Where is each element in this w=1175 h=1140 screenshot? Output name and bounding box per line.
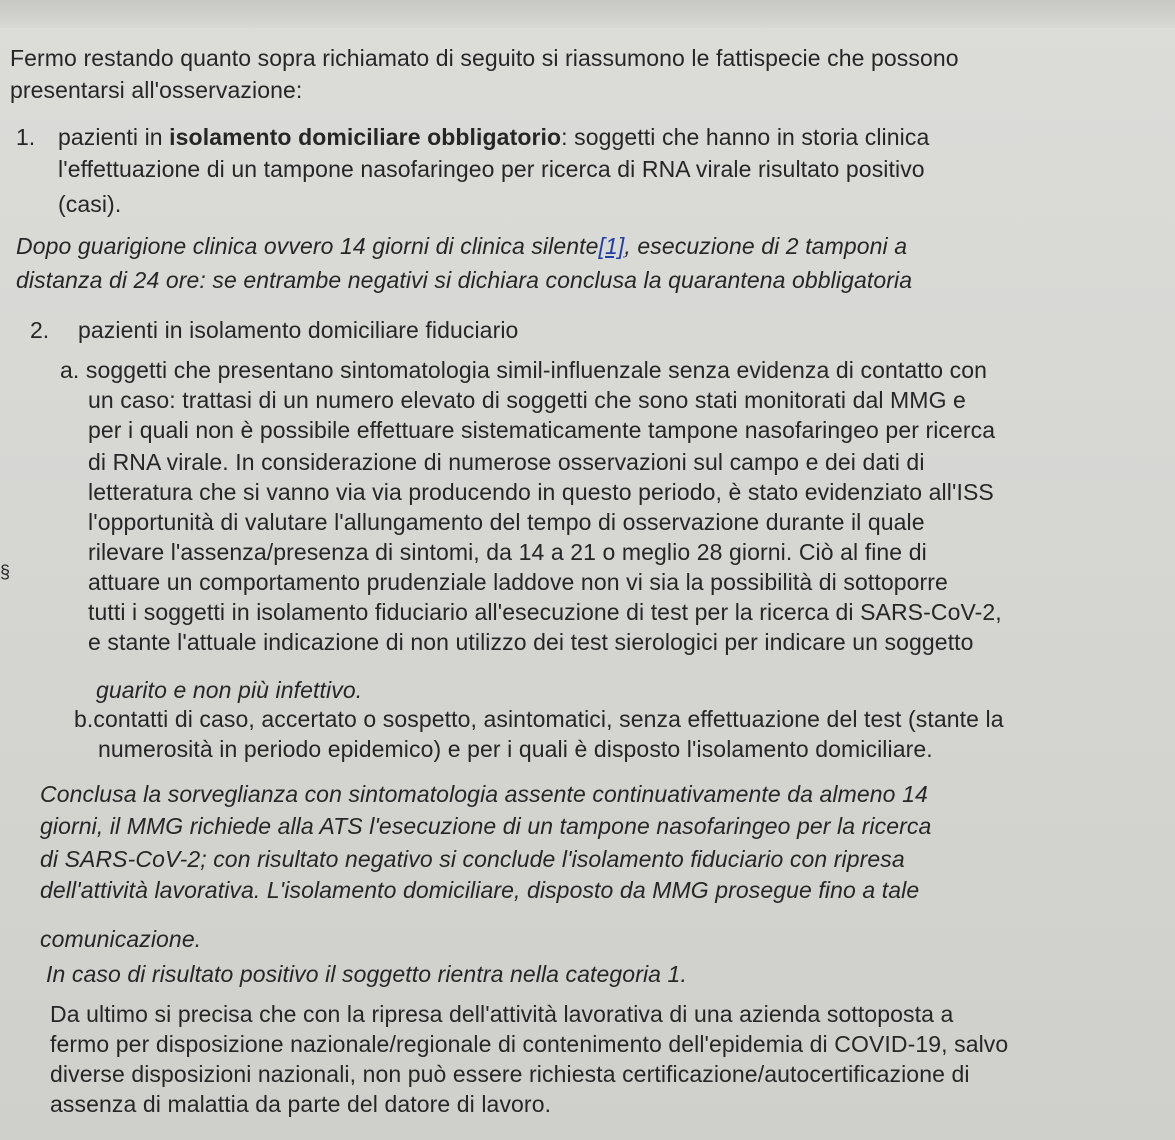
item-2a-line-4: di RNA virale. In considerazione di numerose osservazioni sul campo e dei dati di bbox=[88, 449, 925, 475]
margin-mark: § bbox=[0, 562, 11, 582]
item-1-pre: pazienti in bbox=[58, 124, 170, 150]
footnote-1-link[interactable]: [1] bbox=[598, 233, 625, 259]
item-2a-line-2: un caso: trattasi di un numero elevato di soggetti che sono stati monitorati dal MMG e bbox=[88, 387, 966, 413]
item-2b-line-2: numerosità in periodo epidemico) e per i quali è disposto l'isolamento domiciliare. bbox=[98, 736, 933, 762]
page-top-shadow bbox=[0, 0, 1175, 28]
conclusion-line-2: giorni, il MMG richiede alla ATS l'esecuzione di un tampone nasofaringeo per la ricerca bbox=[40, 813, 932, 839]
positive-line-1: In caso di risultato positivo il soggetto rientra nella categoria 1. bbox=[46, 961, 687, 987]
conclusion-line-3: di SARS-CoV-2; con risultato negativo si conclude l'isolamento fiduciario con ripresa bbox=[40, 846, 905, 872]
item-1-post: : soggetti che hanno in storia clinica bbox=[561, 124, 930, 150]
item-2b-line-1: b.contatti di caso, accertato o sospetto, asintomatici, senza effettuazione del test (stante la bbox=[74, 706, 1004, 732]
intro-line-2: presentarsi all'osservazione: bbox=[10, 77, 303, 103]
item-2a-line-5: letteratura che si vanno via via producendo in questo periodo, è stato evidenziato all'ISS bbox=[88, 479, 994, 505]
item-2a-line-9: tutti i soggetti in isolamento fiduciario all'esecuzione di test per la ricerca di SARS-CoV-2, bbox=[88, 599, 1002, 625]
item-1-text bbox=[58, 123, 929, 151]
conclusion-line-5: comunicazione. bbox=[40, 926, 202, 952]
item-2-number: 2. bbox=[30, 317, 50, 343]
item-1-line-3: (casi). bbox=[58, 191, 122, 217]
conclusion-line-1: Conclusa la sorveglianza con sintomatologia assente continuativamente da almeno 14 bbox=[40, 781, 928, 807]
intro-text-1: Fermo restando quanto sopra richiamato di seguito si riassumono le fattispecie che possono bbox=[10, 45, 959, 71]
note-1-line-2: distanza di 24 ore: se entrambe negativi si dichiara conclusa la quarantena obbligatoria bbox=[16, 267, 913, 293]
item-2a-line-8: attuare un comportamento prudenziale laddove non vi sia la possibilità di sottoporre bbox=[88, 569, 948, 595]
intro-line-1 bbox=[10, 44, 1138, 72]
conclusion-line-4: dell'attività lavorativa. L'isolamento domiciliare, disposto da MMG prosegue fino a tale bbox=[40, 877, 920, 903]
note-1-line-1 bbox=[16, 232, 907, 260]
item-2a-line-11: guarito e non più infettivo. bbox=[96, 677, 363, 703]
item-1-bold: isolamento domiciliare obbligatorio bbox=[169, 124, 562, 150]
final-line-4: assenza di malattia da parte del datore di lavoro. bbox=[50, 1091, 552, 1117]
item-1-number: 1. bbox=[16, 124, 36, 150]
note-1-post: , esecuzione di 2 tamponi a bbox=[624, 233, 908, 259]
item-1-line-2: l'effettuazione di un tampone nasofaringeo per ricerca di RNA virale risultato positivo bbox=[58, 156, 925, 182]
final-line-1: Da ultimo si precisa che con la ripresa dell'attività lavorativa di una azienda sottoposta a bbox=[50, 1001, 954, 1027]
item-1-line-1 bbox=[58, 123, 1138, 151]
final-line-2: fermo per disposizione nazionale/regionale di contenimento dell'epidemia di COVID-19, salvo bbox=[50, 1031, 1009, 1057]
item-2a-line-3: per i quali non è possibile effettuare sistematicamente tampone nasofaringeo per ricerca bbox=[88, 417, 996, 443]
item-2-text: pazienti in isolamento domiciliare fiduciario bbox=[78, 317, 519, 343]
note-1-pre: Dopo guarigione clinica ovvero 14 giorni di clinica silente bbox=[16, 233, 599, 259]
final-line-3: diverse disposizioni nazionali, non può essere richiesta certificazione/autocertificazione di bbox=[50, 1061, 970, 1087]
item-2a-line-7: rilevare l'assenza/presenza di sintomi, da 14 a 21 o meglio 28 giorni. Ciò al fine di bbox=[88, 539, 927, 565]
item-2a-line-1: a. soggetti che presentano sintomatologia simil-influenzale senza evidenza di contatto con bbox=[60, 357, 988, 383]
item-2a-line-6: l'opportunità di valutare l'allungamento del tempo di osservazione durante il quale bbox=[88, 509, 925, 535]
item-2a-line-10: e stante l'attuale indicazione di non utilizzo dei test sierologici per indicare un soggetto bbox=[88, 629, 974, 655]
